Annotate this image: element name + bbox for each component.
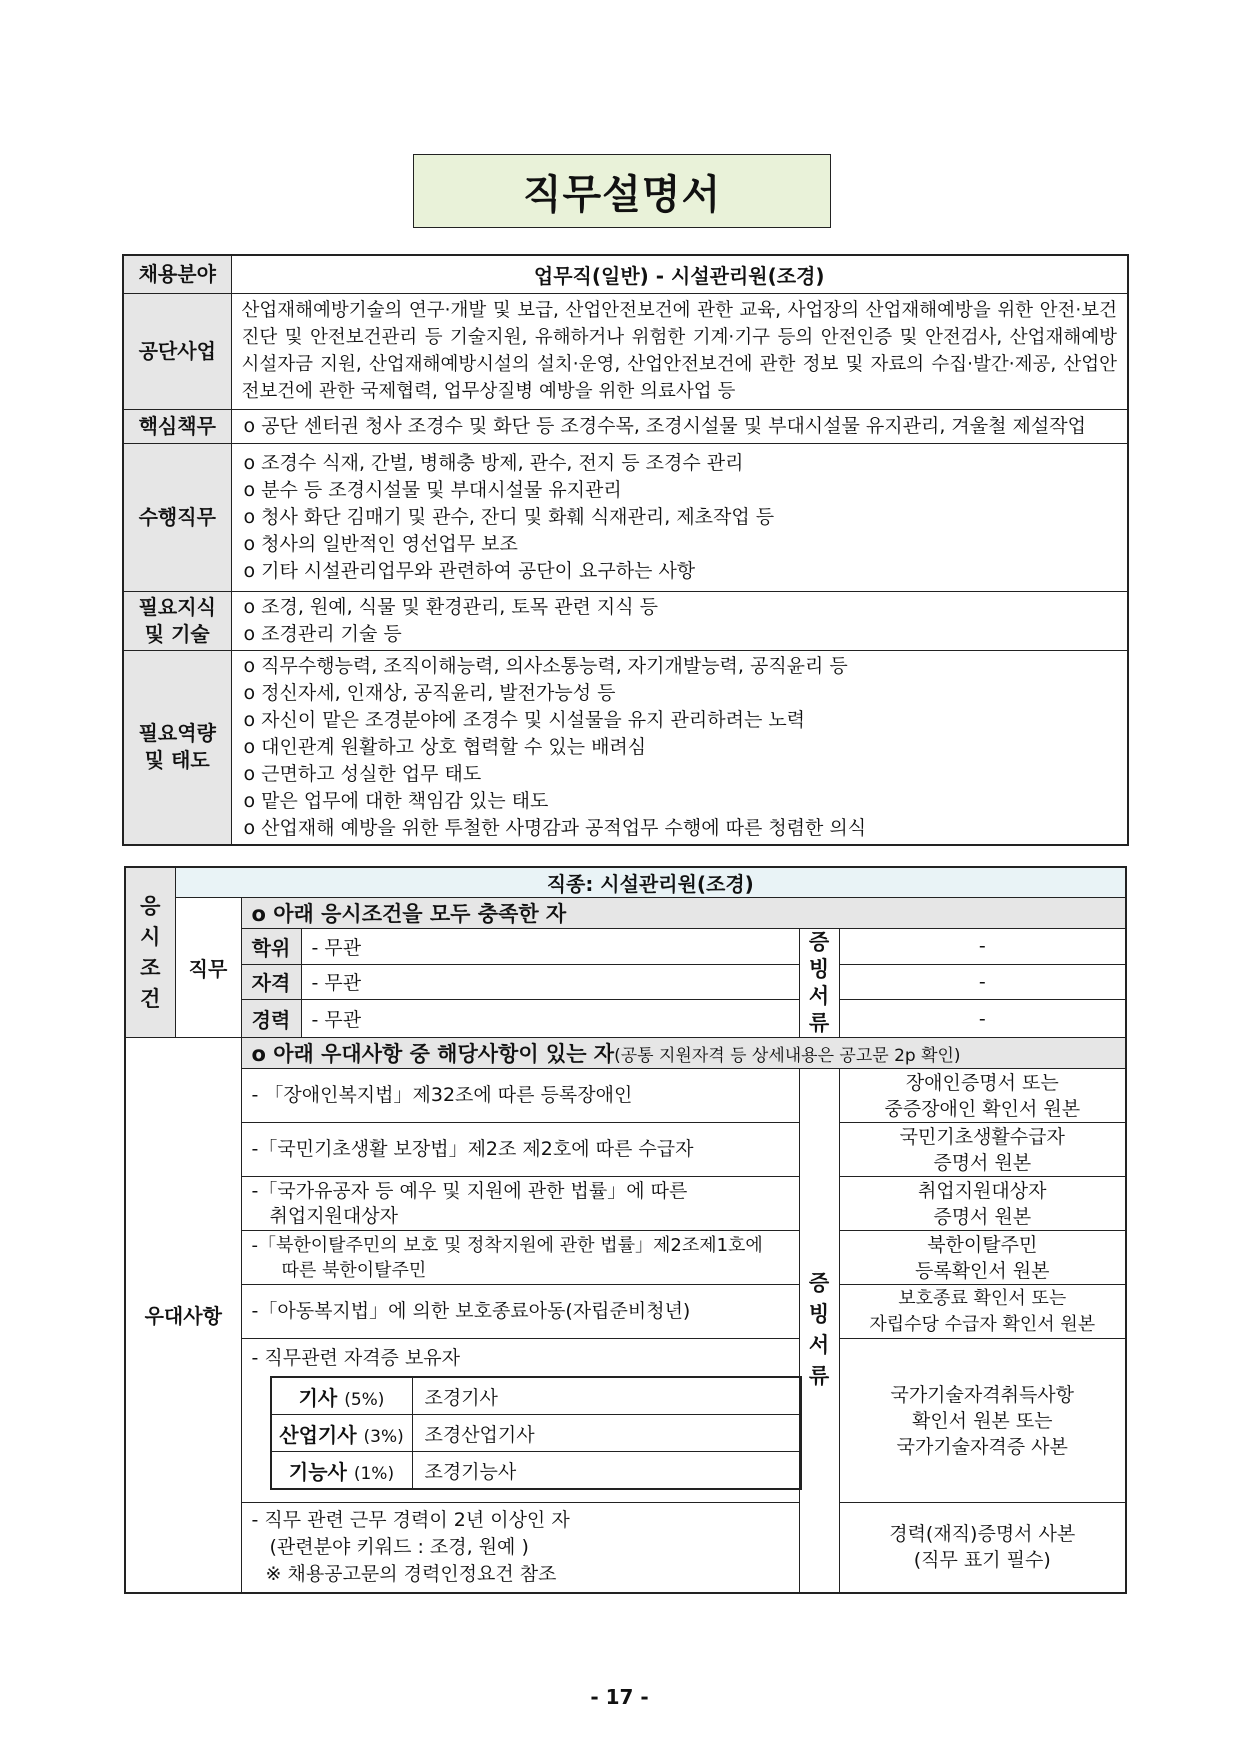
cert-item (241, 1339, 799, 1503)
career-doc: - (839, 1000, 1126, 1038)
cert-grade-pct: (5%) (344, 1389, 385, 1410)
knowledge-label-line: 필요지식 (138, 594, 216, 619)
cert-grade-pct: (3%) (363, 1426, 404, 1447)
pref-doc-line: 등록확인서 원본 (914, 1259, 1050, 1282)
cert-name: 조경기사 (412, 1377, 801, 1415)
competency-item: o 자신이 맡은 조경분야에 조경수 및 시설물을 유지 관리하려는 노력 (243, 708, 806, 731)
competency-item: o 정신자세, 인재상, 공직윤리, 발전가능성 등 (243, 681, 616, 704)
duty-item: o 분수 등 조경시설물 및 부대시설물 유지관리 (243, 478, 622, 501)
doc-char: 증 (808, 1271, 830, 1296)
recruit-field-label: 채용분야 (123, 255, 231, 293)
required-docs-label (799, 929, 839, 1038)
duty-item: o 청사 화단 김매기 및 관수, 잔디 및 화훼 식재관리, 제초작업 등 (243, 505, 775, 528)
knowledge-label (123, 591, 231, 650)
doc-char: 빙 (808, 957, 830, 981)
cert-doc-line: 국가기술자격증 사본 (896, 1435, 1068, 1458)
doc-char: 빙 (808, 1302, 830, 1327)
career-doc-line: (직무 표기 필수) (913, 1549, 1051, 1572)
pref-item (241, 1177, 799, 1231)
career-value: - 무관 (301, 1000, 799, 1038)
license-doc: - (839, 964, 1126, 1000)
cert-doc (839, 1339, 1126, 1503)
pref-line: 따른 북한이탈주민 (281, 1259, 427, 1281)
doc-char: 류 (808, 1011, 830, 1035)
eligibility-side-label (125, 867, 175, 1038)
duty-item: o 청사의 일반적인 영선업무 보조 (243, 532, 518, 555)
doc-char: 서 (808, 1333, 830, 1358)
cert-name: 조경산업기사 (412, 1415, 801, 1452)
pref-item (241, 1285, 799, 1339)
side-char: 시 (140, 924, 161, 949)
side-char: 응 (140, 893, 161, 918)
doc-char: 서 (808, 984, 830, 1008)
pref-doc (839, 1177, 1126, 1231)
competency-label (123, 650, 231, 845)
career-label: 경력 (241, 1000, 301, 1038)
page-number: - 17 - (590, 1685, 649, 1709)
pref-doc-line: 장애인증명서 또는 (905, 1071, 1059, 1094)
competency-item: o 직무수행능력, 조직이해능력, 의사소통능력, 자기개발능력, 공직윤리 등 (243, 654, 848, 677)
cert-doc-line: 국가기술자격취득사항 (890, 1383, 1075, 1406)
recruit-field-value: 업무직(일반) - 시설관리원(조경) (231, 255, 1128, 293)
knowledge-label-line: 및 기술 (144, 621, 210, 646)
career-pref-line: (관련분야 키워드 : 조경, 원예 ) (269, 1535, 529, 1558)
business-text: 산업재해예방기술의 연구·개발 및 보급, 산업안전보건에 관한 교육, 사업장의 산업재해예방을 위한 안전·보건진단 및 안전보건관리 등 기술지원, 유해하거나 위험한 기계·기구 등의 안전인증 및 안전검사, 산업재해예방 시설자금 지원, 산업재해예방시설의 설치·운영, 산업안전보건에 관한 정보 및 자료의 수집·발간·제공, 산업안전보건에 관한 국제협력, 업무상질병 예방을 위한 의료사업 등 (231, 293, 1128, 409)
career-doc-line: 경력(재직)증명서 사본 (889, 1523, 1076, 1546)
pref-doc (839, 1123, 1126, 1177)
pref-doc-line: 증명서 원본 (933, 1151, 1032, 1174)
side-char: 건 (140, 986, 161, 1011)
competency-item: o 근면하고 성실한 업무 태도 (243, 762, 482, 785)
competency-item: o 산업재해 예방을 위한 투철한 사명감과 공적업무 수행에 따른 청렴한 의식 (243, 816, 867, 839)
pref-line: -「북한이탈주민의 보호 및 정착지원에 관한 법률」제2조제1호에 (251, 1234, 763, 1256)
pref-line: -「국가유공자 등 예우 및 지원에 관한 법률」에 따른 (251, 1179, 688, 1202)
eligibility-table (124, 866, 1127, 1594)
pref-line: 취업지원대상자 (269, 1204, 398, 1227)
job-type-header: 직종: 시설관리원(조경) (175, 867, 1126, 898)
duties-list (231, 443, 1128, 591)
pref-doc-line: 증명서 원본 (933, 1205, 1032, 1228)
career-pref-item (241, 1503, 839, 1593)
competency-list (231, 650, 1128, 845)
degree-doc: - (839, 929, 1126, 965)
doc-char: 류 (808, 1364, 830, 1389)
pref-doc-line: 국민기초생활수급자 (899, 1125, 1065, 1148)
pref-doc-line: 중증장애인 확인서 원본 (884, 1097, 1081, 1120)
knowledge-item: o 조경, 원예, 식물 및 환경관리, 토목 관련 지식 등 (243, 595, 658, 618)
pref-doc-line: 자립수당 수급자 확인서 원본 (869, 1313, 1096, 1335)
job-description-table (122, 254, 1129, 846)
pref-item (241, 1123, 799, 1177)
must-meet-header: o 아래 응시조건을 모두 충족한 자 (241, 898, 1126, 929)
degree-label: 학위 (241, 929, 301, 965)
core-duty-label: 핵심책무 (123, 409, 231, 443)
business-label: 공단사업 (123, 293, 231, 409)
duty-item: o 기타 시설관리업무와 관련하여 공단이 요구하는 사항 (243, 559, 696, 582)
doc-char: 증 (808, 930, 830, 954)
degree-value: - 무관 (301, 929, 799, 965)
pref-line: -「국민기초생활 보장법」제2조 제2호에 따른 수급자 (251, 1138, 694, 1160)
license-label: 자격 (241, 964, 301, 1000)
knowledge-list (231, 591, 1128, 650)
cert-grade-name: 기능사 (288, 1459, 347, 1484)
preference-header-note: (공통 지원자격 등 상세내용은 공고문 2p 확인) (614, 1046, 961, 1066)
pref-doc-line: 보호종료 확인서 또는 (898, 1287, 1067, 1309)
career-pref-line: ※ 채용공고문의 경력인정요건 참조 (265, 1562, 557, 1585)
preference-header (241, 1038, 1126, 1069)
competency-label-line: 필요역량 (138, 721, 216, 745)
cert-table (270, 1376, 802, 1490)
pref-doc-line: 북한이탈주민 (927, 1233, 1038, 1256)
pref-doc (839, 1231, 1126, 1285)
pref-item (241, 1069, 799, 1123)
cert-name: 조경기능사 (412, 1452, 801, 1490)
duties-label: 수행직무 (123, 443, 231, 591)
pref-doc (839, 1285, 1126, 1339)
career-pref-line: - 직무 관련 근무 경력이 2년 이상인 자 (251, 1508, 570, 1531)
cert-intro: - 직무관련 자격증 보유자 (251, 1347, 461, 1369)
preference-header-main: o 아래 우대사항 중 해당사항이 있는 자 (251, 1042, 615, 1066)
cert-grade-name: 기사 (298, 1385, 338, 1410)
pref-doc (839, 1069, 1126, 1123)
pref-doc-line: 취업지원대상자 (918, 1179, 1047, 1202)
cert-grade-name: 산업기사 (279, 1422, 357, 1447)
cert-grade-pct: (1%) (353, 1463, 395, 1484)
duty-label: 직무 (175, 898, 241, 1038)
career-pref-doc (839, 1503, 1126, 1593)
cert-grade (271, 1415, 413, 1452)
core-duty-line: o 공단 센터권 청사 조경수 및 화단 등 조경수목, 조경시설물 및 부대시설물 유지관리, 겨울철 제설작업 (243, 414, 1086, 437)
cert-grade (271, 1452, 413, 1490)
side-char: 조 (140, 955, 161, 980)
core-duty-text (231, 409, 1128, 443)
cert-doc-line: 확인서 원본 또는 (911, 1409, 1053, 1432)
pref-item (241, 1231, 799, 1285)
license-value: - 무관 (301, 964, 799, 1000)
preference-label: 우대사항 (125, 1038, 241, 1593)
pref-line: - 「장애인복지법」제32조에 따른 등록장애인 (251, 1084, 633, 1106)
pref-line: -「아동복지법」에 의한 보호종료아동(자립준비청년) (251, 1300, 691, 1322)
document-title: 직무설명서 (413, 154, 831, 228)
competency-item: o 맡은 업무에 대한 책임감 있는 태도 (243, 789, 549, 812)
duty-item: o 조경수 식재, 간벌, 병해충 방제, 관수, 전지 등 조경수 관리 (243, 451, 744, 474)
knowledge-item: o 조경관리 기술 등 (243, 622, 402, 645)
competency-item: o 대인관계 원활하고 상호 협력할 수 있는 배려심 (243, 735, 647, 758)
competency-label-line: 및 태도 (144, 748, 210, 772)
cert-grade (271, 1377, 413, 1415)
